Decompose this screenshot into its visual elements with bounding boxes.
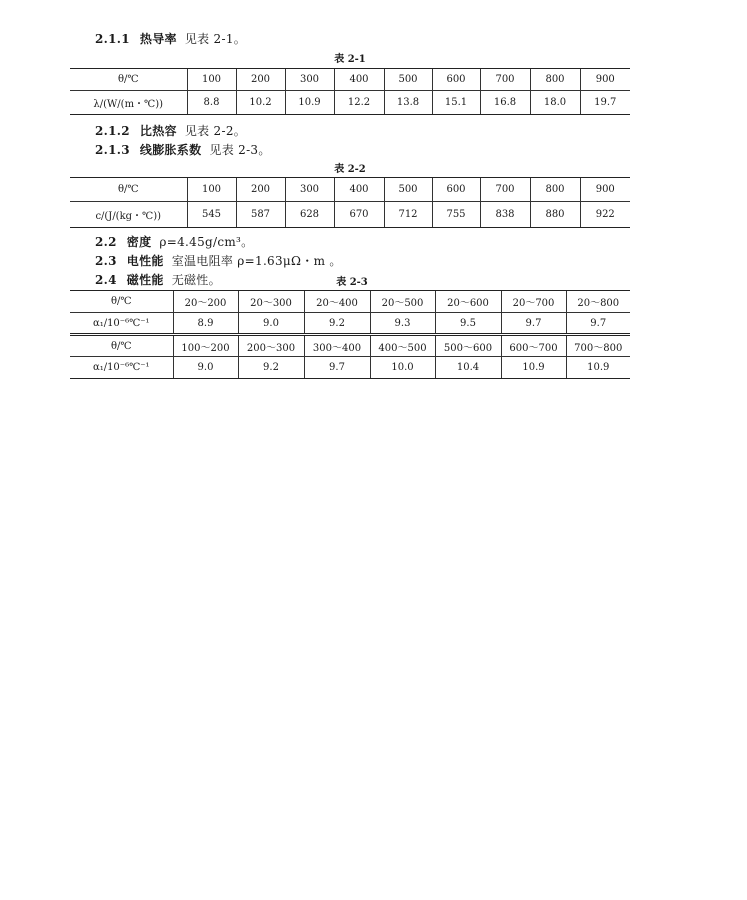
table-2-3-part2-header-row <box>70 335 630 357</box>
value-cell: 9.7 <box>304 357 370 379</box>
value-cell: 545 <box>187 202 236 228</box>
value-cell: 880 <box>530 202 580 228</box>
header-label: θ/℃ <box>70 178 187 202</box>
section-number: 2.2 <box>95 235 117 249</box>
range-cell: 300～400 <box>304 335 370 357</box>
temp-cell: 200 <box>236 69 285 91</box>
value-cell: 9.2 <box>304 313 370 335</box>
row-label: α₁/10⁻⁶℃⁻¹ <box>70 313 173 335</box>
section-number: 2.1.1 <box>95 32 130 46</box>
table-2-2-value-row <box>70 202 630 228</box>
range-cell: 20～800 <box>566 291 630 313</box>
table-2-1-value-row <box>70 91 630 115</box>
value-cell: 16.8 <box>480 91 530 115</box>
range-cell: 20～200 <box>173 291 238 313</box>
value-cell: 19.7 <box>580 91 630 115</box>
section-desc: 室温电阻率 ρ=1.63μΩ・m 。 <box>171 254 342 268</box>
section-number: 2.1.2 <box>95 124 130 138</box>
section-2-2-heading <box>95 233 253 250</box>
table-2-1-header-row <box>70 69 630 91</box>
range-cell: 600～700 <box>501 335 566 357</box>
value-cell: 9.5 <box>435 313 501 335</box>
temp-cell: 900 <box>580 69 630 91</box>
value-cell: 10.9 <box>285 91 334 115</box>
section-2-1-3-heading <box>95 141 271 158</box>
temp-cell: 100 <box>187 178 236 202</box>
section-title: 磁性能 <box>126 273 164 287</box>
value-cell: 15.1 <box>432 91 480 115</box>
value-cell: 10.9 <box>501 357 566 379</box>
section-desc: 见表 2-3。 <box>209 143 271 157</box>
temp-cell: 800 <box>530 69 580 91</box>
range-cell: 200～300 <box>238 335 304 357</box>
value-cell: 9.3 <box>370 313 435 335</box>
value-cell: 9.0 <box>173 357 238 379</box>
range-cell: 20～400 <box>304 291 370 313</box>
table-2-3-part2-value-row <box>70 357 630 379</box>
temp-cell: 500 <box>384 69 432 91</box>
value-cell: 9.0 <box>238 313 304 335</box>
value-cell: 838 <box>480 202 530 228</box>
temp-cell: 500 <box>384 178 432 202</box>
table-2-3 <box>70 290 630 379</box>
section-number: 2.4 <box>95 273 117 287</box>
section-2-1-2-heading <box>95 122 246 139</box>
value-cell: 587 <box>236 202 285 228</box>
value-cell: 628 <box>285 202 334 228</box>
header-label: θ/℃ <box>70 291 173 313</box>
temp-cell: 300 <box>285 178 334 202</box>
range-cell: 20～700 <box>501 291 566 313</box>
range-cell: 20～600 <box>435 291 501 313</box>
section-title: 热导率 <box>139 32 177 46</box>
temp-cell: 600 <box>432 69 480 91</box>
temp-cell: 600 <box>432 178 480 202</box>
section-2-1-1-heading <box>95 30 246 47</box>
row-label: λ/(W/(m・℃)) <box>70 91 187 115</box>
table-2-3-part1-header-row <box>70 291 630 313</box>
table-2-2-caption: 表 2-2 <box>334 164 366 175</box>
value-cell: 13.8 <box>384 91 432 115</box>
section-desc: 无磁性。 <box>171 273 221 287</box>
range-cell: 500～600 <box>435 335 501 357</box>
section-title: 电性能 <box>126 254 164 268</box>
section-2-3-heading <box>95 252 342 269</box>
row-label: α₁/10⁻⁶℃⁻¹ <box>70 357 173 379</box>
value-cell: 9.2 <box>238 357 304 379</box>
range-cell: 100～200 <box>173 335 238 357</box>
value-cell: 10.2 <box>236 91 285 115</box>
table-2-3-part1-value-row <box>70 313 630 335</box>
value-cell: 10.0 <box>370 357 435 379</box>
section-desc: 见表 2-1。 <box>184 32 247 46</box>
value-cell: 10.4 <box>435 357 501 379</box>
table-2-3-caption: 表 2-3 <box>336 277 368 288</box>
section-title: 比热容 <box>139 124 177 138</box>
row-label: c/(J/(kg・℃)) <box>70 202 187 228</box>
temp-cell: 700 <box>480 178 530 202</box>
table-2-2-header-row <box>70 178 630 202</box>
table-2-1-caption: 表 2-1 <box>334 54 366 65</box>
range-cell: 20～300 <box>238 291 304 313</box>
header-label: θ/℃ <box>70 69 187 91</box>
range-cell: 400～500 <box>370 335 435 357</box>
section-desc: 见表 2-2。 <box>184 124 247 138</box>
header-label: θ/℃ <box>70 335 173 357</box>
value-cell: 712 <box>384 202 432 228</box>
value-cell: 9.7 <box>501 313 566 335</box>
section-title: 线膨胀系数 <box>139 143 202 157</box>
value-cell: 755 <box>432 202 480 228</box>
value-cell: 9.7 <box>566 313 630 335</box>
value-cell: 10.9 <box>566 357 630 379</box>
temp-cell: 900 <box>580 178 630 202</box>
temp-cell: 100 <box>187 69 236 91</box>
temp-cell: 200 <box>236 178 285 202</box>
section-number: 2.1.3 <box>95 143 130 157</box>
value-cell: 8.8 <box>187 91 236 115</box>
temp-cell: 300 <box>285 69 334 91</box>
value-cell: 12.2 <box>334 91 384 115</box>
table-2-2 <box>70 177 630 228</box>
section-title: 密度 <box>126 235 152 249</box>
range-cell: 20～500 <box>370 291 435 313</box>
temp-cell: 700 <box>480 69 530 91</box>
value-cell: 670 <box>334 202 384 228</box>
section-desc: ρ=4.45g/cm³。 <box>159 235 254 249</box>
value-cell: 8.9 <box>173 313 238 335</box>
temp-cell: 400 <box>334 69 384 91</box>
section-number: 2.3 <box>95 254 117 268</box>
section-2-4-heading <box>95 271 221 288</box>
table-2-1 <box>70 68 630 115</box>
temp-cell: 800 <box>530 178 580 202</box>
temp-cell: 400 <box>334 178 384 202</box>
value-cell: 922 <box>580 202 630 228</box>
value-cell: 18.0 <box>530 91 580 115</box>
range-cell: 700～800 <box>566 335 630 357</box>
